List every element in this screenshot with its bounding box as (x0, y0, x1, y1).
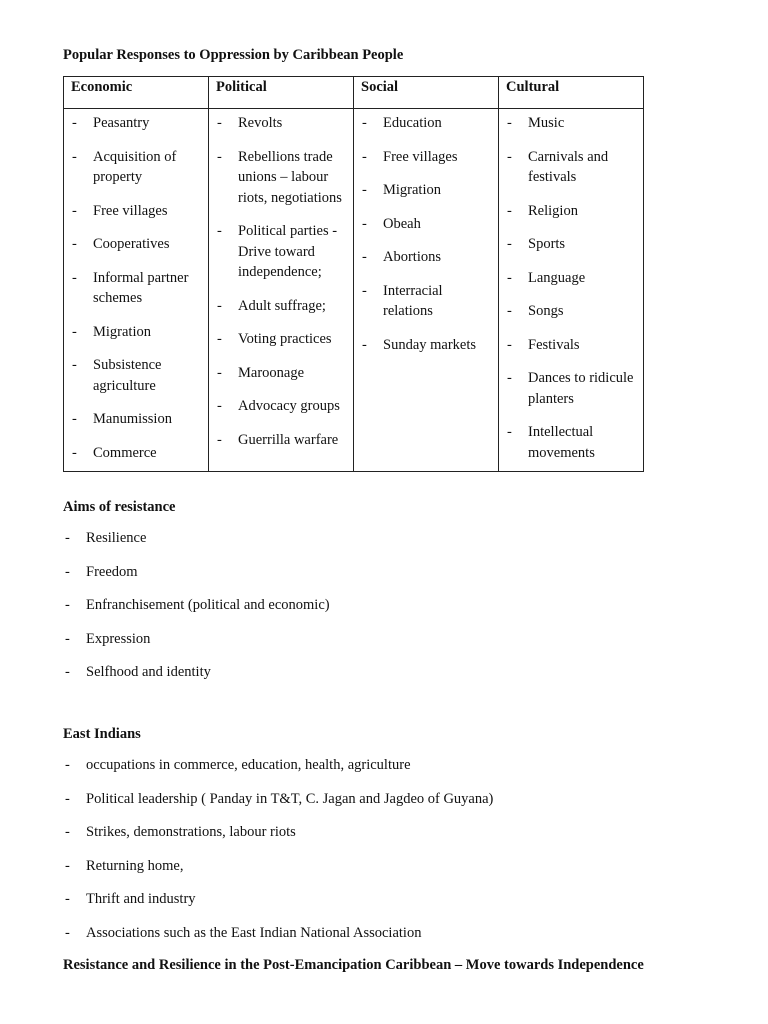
list-item: - Migration (360, 180, 492, 201)
list-item: - Migration (70, 322, 202, 343)
aims-heading: Aims of resistance (63, 499, 176, 515)
social-list (360, 113, 492, 355)
list-item: - Voting practices (215, 329, 347, 350)
list-item: - Music (505, 113, 637, 134)
header-economic: Economic (64, 77, 209, 109)
cultural-list (505, 113, 637, 463)
list-item: - Festivals (505, 335, 637, 356)
final-heading: Resistance and Resilience in the Post-Emancipation Caribbean – Move towards Independence (63, 957, 644, 973)
header-social: Social (354, 77, 499, 109)
responses-table (63, 76, 644, 472)
list-item: - Language (505, 268, 637, 289)
list-item: - Sunday markets (360, 335, 492, 356)
list-item: - Returning home, (63, 856, 493, 877)
economic-cell (64, 109, 209, 472)
list-item: - Political parties - Drive toward independence; (215, 221, 347, 283)
list-item: - Education (360, 113, 492, 134)
list-item: - Expression (63, 629, 330, 650)
header-political: Political (209, 77, 354, 109)
east-indians-heading: East Indians (63, 726, 141, 742)
list-item: - Acquisition of property (70, 147, 202, 188)
list-item: - Sports (505, 234, 637, 255)
list-item: - Obeah (360, 214, 492, 235)
cultural-cell (499, 109, 644, 472)
list-item: - Associations such as the East Indian National Association (63, 923, 493, 944)
list-item: - Peasantry (70, 113, 202, 134)
list-item: - Guerrilla warfare (215, 430, 347, 451)
aims-section (63, 497, 330, 696)
list-item: - Songs (505, 301, 637, 322)
east-indians-section (63, 724, 493, 956)
list-item: - Intellectual movements (505, 422, 637, 463)
social-cell (354, 109, 499, 472)
list-item: - Carnivals and festivals (505, 147, 637, 188)
list-item: - Religion (505, 201, 637, 222)
list-item: - Abortions (360, 247, 492, 268)
list-item: - Maroonage (215, 363, 347, 384)
list-item: - Adult suffrage; (215, 296, 347, 317)
list-item: - Manumission (70, 409, 202, 430)
list-item: - Rebellions trade unions – labour riots, negotiations (215, 147, 347, 209)
list-item: - Subsistence agriculture (70, 355, 202, 396)
list-item: - Enfranchisement (political and economic) (63, 595, 330, 616)
table-header-row (64, 77, 644, 109)
document-title: Popular Responses to Oppression by Caribbean People (63, 47, 404, 63)
list-item: - Strikes, demonstrations, labour riots (63, 822, 493, 843)
list-item: - Dances to ridicule planters (505, 368, 637, 409)
list-item: - occupations in commerce, education, health, agriculture (63, 755, 493, 776)
list-item: - Freedom (63, 562, 330, 583)
political-list (215, 113, 347, 450)
political-cell (209, 109, 354, 472)
list-item: - Resilience (63, 528, 330, 549)
list-item: - Informal partner schemes (70, 268, 202, 309)
aims-list (63, 528, 330, 683)
header-cultural: Cultural (499, 77, 644, 109)
list-item: - Interracial relations (360, 281, 492, 322)
list-item: - Free villages (360, 147, 492, 168)
table-body-row (64, 109, 644, 472)
list-item: - Advocacy groups (215, 396, 347, 417)
list-item: - Political leadership ( Panday in T&T, C. Jagan and Jagdeo of Guyana) (63, 789, 493, 810)
east-indians-list (63, 755, 493, 943)
list-item: - Commerce (70, 443, 202, 464)
list-item: - Free villages (70, 201, 202, 222)
list-item: - Cooperatives (70, 234, 202, 255)
list-item: - Revolts (215, 113, 347, 134)
list-item: - Thrift and industry (63, 889, 493, 910)
economic-list (70, 113, 202, 463)
list-item: - Selfhood and identity (63, 662, 330, 683)
